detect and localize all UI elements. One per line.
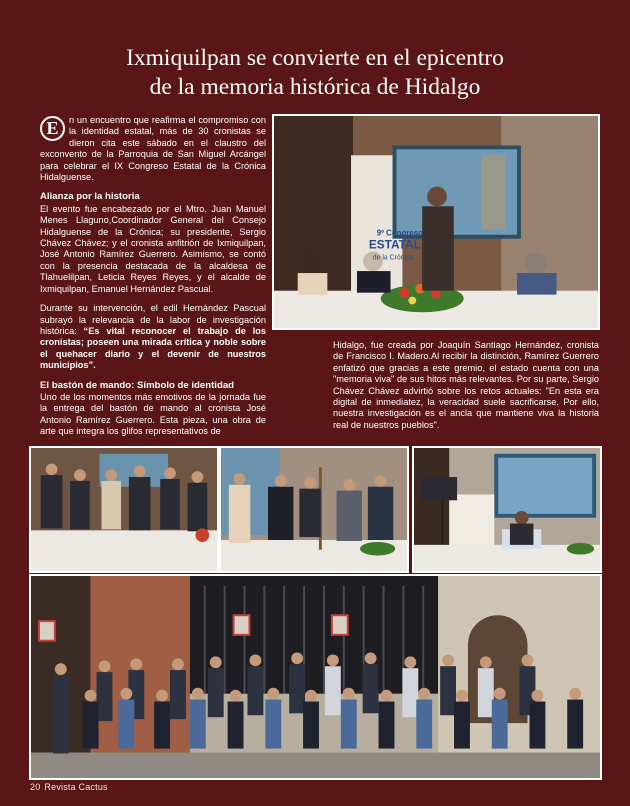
dropcap-letter: E xyxy=(40,116,65,141)
mayor-quote: “Es vital reconocer el trabajo de los cronistas; poseen una mirada crítica y noble sobre el quehacer diario y el devenir de nuestros municipios”. xyxy=(40,325,266,371)
photo-baton-handover xyxy=(219,446,409,573)
photo-presidium xyxy=(272,114,600,330)
speaker-screen-illustration xyxy=(414,448,600,571)
magazine-name: Revista Cactus xyxy=(44,782,108,792)
banner-line-2: ESTATAL xyxy=(368,237,421,252)
intro-text: n un encuentro que reafirma el compromiso con la identidad estatal, más de 30 cronistas se dieron cita este sábado en el claustro del exconvento de la Parroquia de San Miguel Arcángel para celebrar el IX Congreso Estatal de la Crónica Hidalguense. xyxy=(40,115,266,183)
baton-handover-illustration xyxy=(221,448,407,571)
article-column-right xyxy=(333,340,599,439)
banner-line-1: 9º Congreso xyxy=(376,228,423,238)
photo-group-cloister xyxy=(29,574,602,780)
title-line-2: de la memoria histórica de Hidalgo xyxy=(149,74,481,100)
section2-paragraph-1: Uno de los momentos más emotivos de la jornada fue la entrega del bastón de mando al cronista José Antonio Ramírez Guerrero. Esta pieza, una obra de arte que integra los glifos representativos de xyxy=(40,391,266,437)
intro-paragraph xyxy=(40,115,266,183)
title-line-1: Ixmiquilpan se convierte en el epicentro xyxy=(126,45,504,71)
section-heading-baston: El bastón de mando: Símbolo de identidad xyxy=(40,379,235,391)
page-number: 20 xyxy=(30,782,41,792)
photo-speaker-screen xyxy=(412,446,602,573)
section1-paragraph-2-intro: Durante su intervención, el edil Hernández Pascual subrayó la relevancia de la labor de investigación histórica: xyxy=(40,303,266,336)
section1-paragraph-2 xyxy=(40,303,266,371)
section1-paragraph-1: El evento fue encabezado por el Mtro. Juan Manuel Menes Llaguno,Coordinador General del Consejo Hidalguense de la Crónica; su presidente, Sergio Chávez Chávez; y el cronista anfitrión de Ixmiquilpan, José Antonio Ramírez Guerrero. Asimismo, se contó con la presencia destacada de la alcaldesa de Tlahuelilpan, Leticia Reyes Reyes, y el alcalde de Ixmiquilpan, Emanuel Hernández Pascual. xyxy=(40,203,266,294)
group-table-illustration xyxy=(31,448,217,571)
banner-line-3: de la Crónica xyxy=(372,254,414,262)
article-title xyxy=(30,44,600,102)
article-column-left xyxy=(40,115,266,446)
group-cloister-illustration xyxy=(31,576,600,778)
photo-group-table xyxy=(29,446,219,573)
section-heading-alianza: Alianza por la historia xyxy=(40,191,140,203)
page-footer xyxy=(30,782,108,792)
presidium-illustration xyxy=(274,116,598,328)
section2-paragraph-continued: Hidalgo, fue creada por Joaquín Santiago Hernández, cronista de Francisco I. Madero.Al recibir la distinción, Ramírez Guerrero enfatizó que gracias a este gremio, el estado cuenta con una "memoria viva" de sus hitos más relevantes. Por su parte, Sergio Chávez Chávez advirtió sobre los retos actuales: "En esta era digital de inmediatez, la veracidad suele sacrificarse. Por ello, nuestra investigación es el ancla que mantiene viva la historia real de nuestros pueblos". xyxy=(333,340,599,430)
